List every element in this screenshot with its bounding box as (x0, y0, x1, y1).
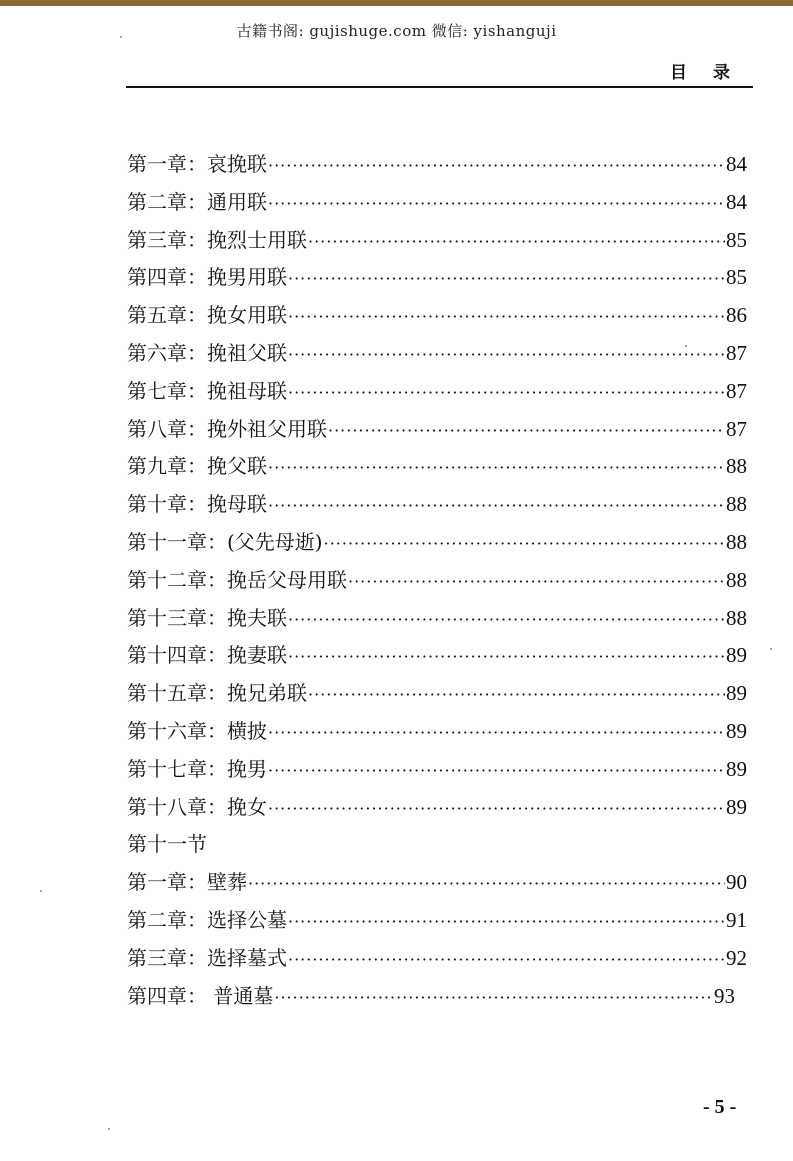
dot-leader (328, 412, 725, 450)
toc-entry-page: 88 (726, 567, 747, 592)
toc-entry (127, 940, 747, 978)
dot-leader (288, 903, 725, 941)
toc-entry-title: 第二章：通用联 (127, 189, 267, 214)
dot-leader (324, 525, 725, 563)
toc-entry-title: 第二章：选择公墓 (127, 907, 287, 932)
dot-leader (268, 185, 725, 223)
toc-entry-title: 第九章：挽父联 (127, 454, 267, 479)
toc-entry-page: 85 (726, 265, 747, 290)
toc-entry-title: 第十四章：挽妻联 (127, 643, 287, 668)
toc-entry (127, 297, 747, 335)
toc-entry-page: 86 (726, 303, 747, 328)
toc-entry-page: 87 (726, 340, 747, 365)
toc-entry-page: 92 (726, 945, 747, 970)
toc-entry-page: 90 (726, 870, 747, 895)
toc-entry (127, 486, 747, 524)
dot-leader (288, 374, 725, 412)
toc-entry-title: 第十章：挽母联 (127, 492, 267, 517)
section-heading-text: 第十一节 (127, 832, 207, 857)
toc-entry-title: 第四章：挽男用联 (127, 265, 287, 290)
dot-leader (268, 487, 725, 525)
toc-entry-page: 88 (726, 454, 747, 479)
dot-leader (268, 449, 725, 487)
dot-leader (274, 979, 713, 1017)
toc-entry-page: 88 (726, 605, 747, 630)
toc-entry-title: 第一章：壁葬 (127, 870, 247, 895)
toc-entry-page: 89 (726, 718, 747, 743)
dot-leader (288, 601, 725, 639)
page-number: - 5 - (703, 1096, 737, 1118)
toc-entry-title: 第一章：哀挽联 (127, 152, 267, 176)
toc-entry-page: 93 (714, 983, 735, 1008)
toc-entry-title: 第五章：挽女用联 (127, 303, 287, 328)
toc-entry (127, 978, 735, 1016)
toc-entry-page: 88 (726, 492, 747, 517)
table-of-contents (127, 146, 747, 1015)
toc-entry-page: 87 (726, 378, 747, 403)
toc-entry (127, 600, 747, 638)
dot-leader (268, 790, 725, 828)
toc-entry-title: 第十七章：挽男 (127, 756, 267, 781)
toc-entry-page: 91 (726, 907, 747, 932)
toc-entry-title: 第三章：选择墓式 (127, 945, 287, 970)
toc-entry-title: 第十三章：挽夫联 (127, 605, 287, 630)
scan-speck (685, 345, 687, 347)
toc-entry-page: 84 (726, 152, 747, 176)
toc-entry-title: 第六章：挽祖父联 (127, 340, 287, 365)
toc-entry-title: 第三章：挽烈士用联 (127, 227, 307, 252)
dot-leader (308, 223, 725, 261)
toc-entry (127, 373, 747, 411)
toc-entry-title: 第十六章：横披 (127, 718, 267, 743)
toc-entry-title: 第四章： 普通墓 (127, 983, 274, 1008)
toc-entry-title: 第十一章：(父先母逝) (127, 529, 323, 554)
toc-entry-page: 89 (726, 681, 747, 706)
toc-entry (127, 524, 747, 562)
toc-entry-page: 89 (726, 794, 747, 819)
running-head: 目录 (670, 63, 756, 83)
dot-leader (288, 941, 725, 979)
toc-entry-title: 第八章：挽外祖父用联 (127, 416, 327, 441)
dot-leader (268, 714, 725, 752)
toc-entry (127, 675, 747, 713)
toc-entry (127, 562, 747, 600)
top-border-band (0, 0, 793, 6)
scan-speck (108, 1128, 110, 1130)
toc-entry (127, 789, 747, 827)
toc-entry (127, 184, 747, 222)
toc-entry (127, 864, 747, 902)
dot-leader (308, 676, 725, 714)
toc-entry (127, 448, 747, 486)
toc-entry (127, 146, 747, 184)
dot-leader (268, 752, 725, 790)
toc-entry (127, 751, 747, 789)
toc-entry-title: 第十八章：挽女 (127, 794, 267, 819)
toc-entry (127, 713, 747, 751)
toc-entry (127, 335, 747, 373)
toc-entry-title: 第十五章：挽兄弟联 (127, 681, 307, 706)
scan-speck (120, 36, 122, 38)
section-heading (127, 826, 747, 864)
header-rule (126, 86, 753, 88)
watermark-text: 古籍书阁: gujishuge.com 微信: yishanguji (236, 22, 557, 40)
toc-entry (127, 637, 747, 675)
toc-entry-title: 第十二章：挽岳父母用联 (127, 567, 347, 592)
dot-leader (288, 260, 725, 298)
toc-entry-page: 88 (726, 529, 747, 554)
toc-entry-page: 89 (726, 643, 747, 668)
toc-entry (127, 411, 747, 449)
toc-entry-title: 第七章：挽祖母联 (127, 378, 287, 403)
toc-entry (127, 902, 747, 940)
dot-leader (268, 147, 725, 185)
dot-leader (288, 298, 725, 336)
toc-entry-page: 85 (726, 227, 747, 252)
toc-entry (127, 222, 747, 260)
dot-leader (288, 638, 725, 676)
dot-leader (248, 865, 725, 903)
scan-speck (770, 648, 772, 650)
dot-leader (348, 563, 725, 601)
toc-entry (127, 259, 747, 297)
toc-entry-page: 89 (726, 756, 747, 781)
scan-speck (40, 890, 42, 892)
dot-leader (288, 336, 725, 374)
toc-entry-page: 84 (726, 189, 747, 214)
toc-entry-page: 87 (726, 416, 747, 441)
